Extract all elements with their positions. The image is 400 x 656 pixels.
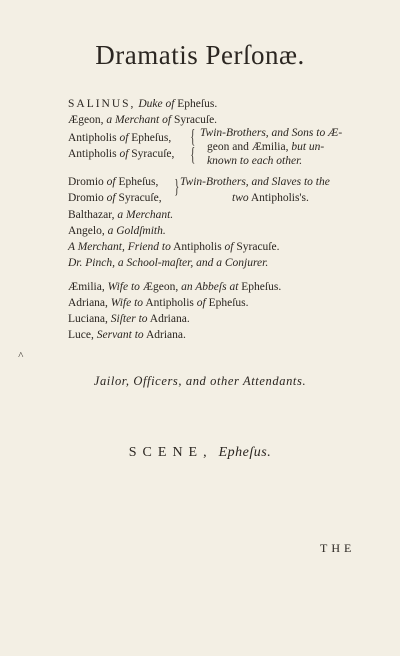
brace-dromio: } xyxy=(174,176,180,198)
role-pinch: Dr. Pinch, a School-maſter, and a Conjurer. xyxy=(68,257,269,269)
antipholis-note-line2: geon and Æmilia, but un- xyxy=(207,141,325,153)
role-dromio-syracuse: Dromio of Syracuſe, xyxy=(68,192,162,204)
role-salinus: SALINUS, Duke of Epheſus. xyxy=(68,98,218,110)
antipholis-note-line1: Twin-Brothers, and Sons to Æ- xyxy=(200,127,343,139)
attendants-line: Jailor, Officers, and other Attendants. xyxy=(93,374,307,388)
role-dromio-ephesus: Dromio of Epheſus, xyxy=(68,176,159,188)
brace-antipholis: { xyxy=(190,126,196,148)
role-merchant: A Merchant, Friend to Antipholis of Syracuſe. xyxy=(68,241,280,253)
dromio-note-line2: two Antipholis's. xyxy=(232,192,309,204)
role-antipholis-ephesus: Antipholis of Epheſus, xyxy=(68,132,172,144)
page-title: Dramatis Perſonæ. xyxy=(95,40,305,70)
scene-heading: SCENE, Epheſus. xyxy=(128,445,272,460)
role-angelo: Angelo, a Goldſmith. xyxy=(68,225,166,237)
role-aemilia: Æmilia, Wife to Ægeon, an Abbeſs at Epheſus. xyxy=(68,281,282,293)
dromio-note-line1: Twin-Brothers, and Slaves to the xyxy=(180,176,330,188)
role-antipholis-syracuse: Antipholis of Syracuſe, xyxy=(68,148,175,160)
brace-antipholis-lower: { xyxy=(190,144,196,166)
catchword: THE xyxy=(320,541,356,555)
role-balthazar: Balthazar, a Merchant. xyxy=(68,209,174,221)
margin-mark: ˄ xyxy=(18,350,24,361)
role-aegeon: Ægeon, a Merchant of Syracuſe. xyxy=(68,114,218,126)
role-luciana: Luciana, Siſter to Adriana. xyxy=(68,313,190,325)
role-luce: Luce, Servant to Adriana. xyxy=(68,329,186,341)
antipholis-note-line3: known to each other. xyxy=(207,155,303,167)
role-adriana: Adriana, Wife to Antipholis of Epheſus. xyxy=(68,297,249,309)
